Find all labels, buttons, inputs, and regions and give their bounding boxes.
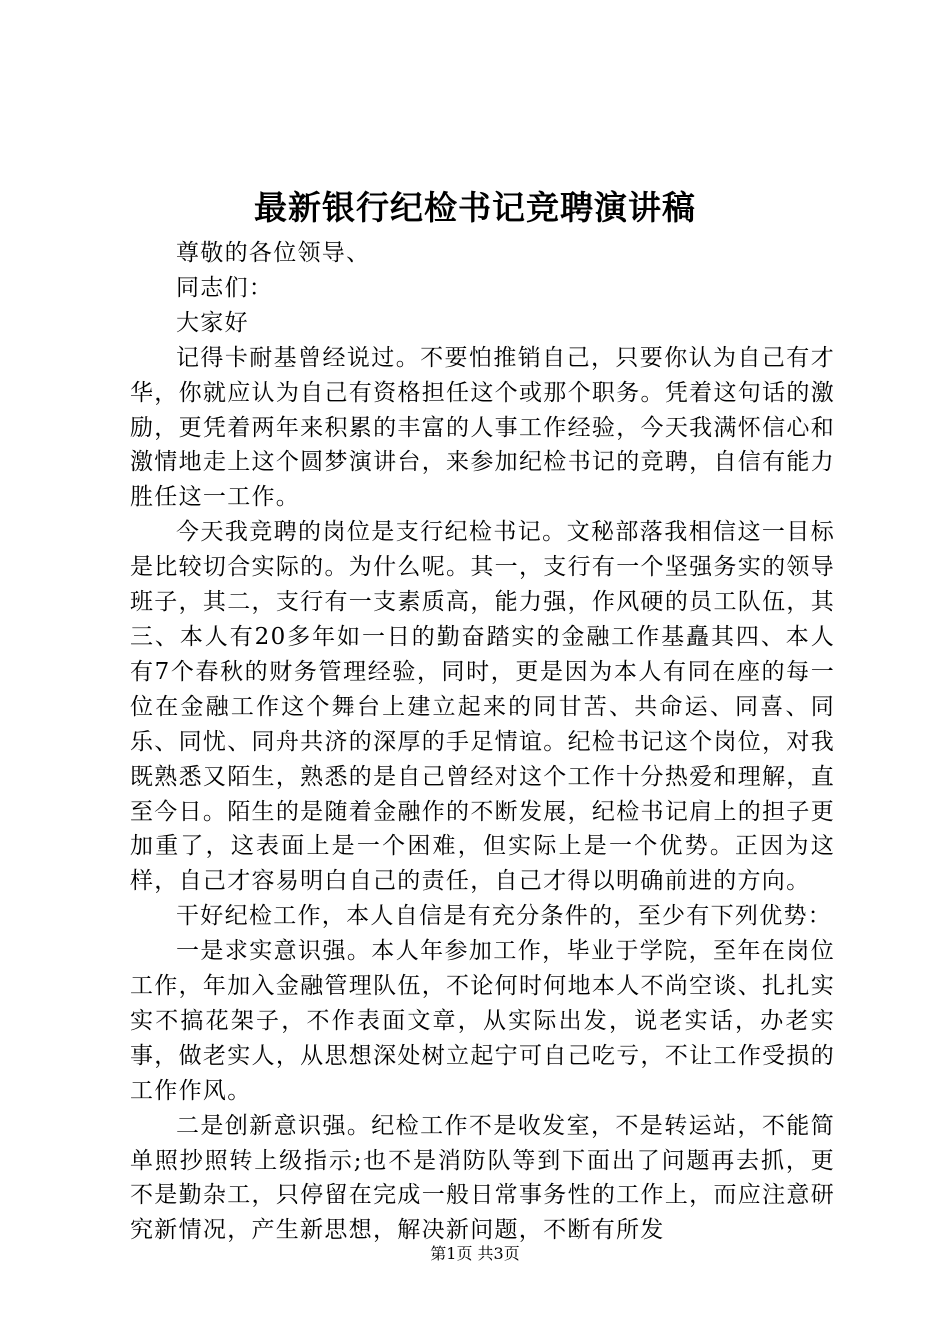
- document-body: [130, 236, 835, 1248]
- body-paragraph: 二是创新意识强。纪检工作不是收发室，不是转运站，不能简单照抄照转上级指示;也不是消防队等到下面出了问题再去抓，更不是勤杂工，只停留在完成一般日常事务性的工作上，而应注意研究新情况，产生新思想，解决新问题，不断有所发: [130, 1112, 835, 1244]
- document-title: 最新银行纪检书记竞聘演讲稿: [254, 188, 696, 227]
- greeting-line: 尊敬的各位领导、: [176, 240, 371, 266]
- body-paragraph: 干好纪检工作，本人自信是有充分条件的，至少有下列优势：: [176, 903, 833, 930]
- page-footer: 第1页 共3页: [430, 1244, 520, 1263]
- greeting-line: 同志们：: [176, 274, 274, 301]
- greeting-line: 大家好: [176, 309, 249, 336]
- body-paragraph: 记得卡耐基曾经说过。不要怕推销自己，只要你认为自己有才华，你就应认为自己有资格担任这个或那个职务。凭着这句话的激励，更凭着两年来积累的丰富的人事工作经验，今天我满怀信心和激情地走上这个圆梦演讲台，来参加纪检书记的竞聘，自信有能力胜任这一工作。: [130, 344, 835, 511]
- body-paragraph: 今天我竞聘的岗位是支行纪检书记。文秘部落我相信这一目标是比较切合实际的。为什么呢。其一，支行有一个坚强务实的领导班子，其二，支行有一支素质高，能力强，作风硬的员工队伍，其三、本人有20多年如一日的勤奋踏实的金融工作基矗其四、本人有7个春秋的财务管理经验，同时，更是因为本人有同在座的每一位在金融工作这个舞台上建立起来的同甘苦、共命运、同喜、同乐、同忧、同舟共济的深厚的手足情谊。纪检书记这个岗位，对我既熟悉又陌生，熟悉的是自己曾经对这个工作十分热爱和理解，直至今日。陌生的是随着金融作的不断发展，纪检书记肩上的担子更加重了，这表面上是一个困难，但实际上是一个优势。正因为这样，自己才容易明白自己的责任，自己才得以明确前进的方向。: [130, 519, 835, 895]
- body-paragraph: 一是求实意识强。本人年参加工作，毕业于学院，至年在岗位工作，年加入金融管理队伍，不论何时何地本人不尚空谈、扎扎实实不搞花架子，不作表面文章，从实际出发，说老实话，办老实事，做老实人，从思想深处树立起宁可自己吃亏，不让工作受损的工作作风。: [130, 938, 835, 1104]
